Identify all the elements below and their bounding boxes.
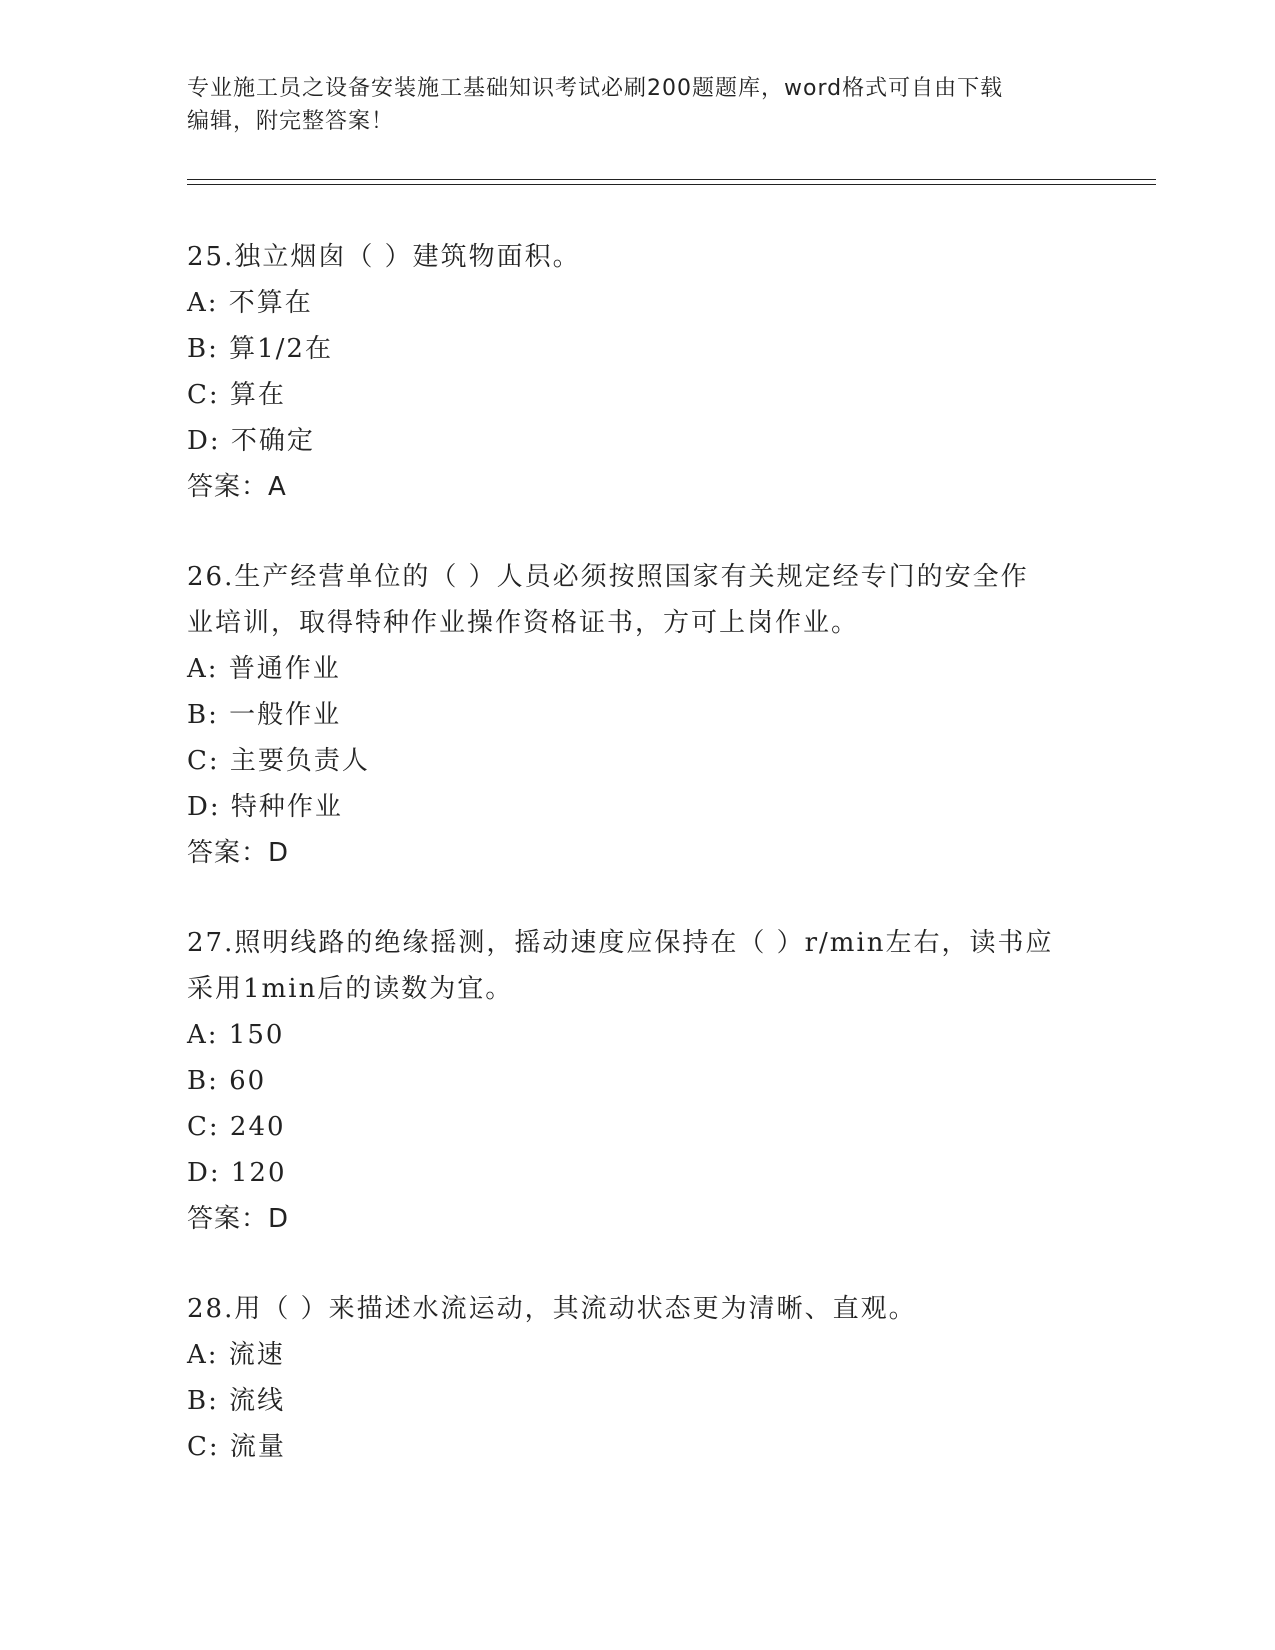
- header-line-1: 专业施工员之设备安装施工基础知识考试必刷200题题库，word格式可自由下载: [187, 76, 1004, 101]
- question-28: [187, 1286, 1087, 1470]
- option-a: A: 不算在: [187, 288, 313, 318]
- option-a: A: 流速: [187, 1340, 285, 1370]
- answer: 答案：A: [187, 472, 287, 502]
- question-text-line-2: 采用1min后的读数为宜。: [187, 974, 514, 1004]
- question-list: [187, 234, 1087, 1514]
- option-a: A: 150: [187, 1020, 285, 1050]
- question-27: [187, 920, 1087, 1242]
- option-b: B: 算1/2在: [187, 334, 333, 364]
- option-b: B: 一般作业: [187, 700, 342, 730]
- question-text-line-1: 26.生产经营单位的（ ）人员必须按照国家有关规定经专门的安全作: [187, 562, 1029, 592]
- option-d: D: 120: [187, 1158, 287, 1188]
- option-c: C: 主要负责人: [187, 746, 370, 776]
- option-d: D: 不确定: [187, 426, 315, 456]
- question-26: [187, 554, 1087, 876]
- answer: 答案：D: [187, 1204, 290, 1234]
- header-line-2: 编辑，附完整答案！: [187, 109, 395, 134]
- question-text-line-1: 27.照明线路的绝缘摇测，摇动速度应保持在（ ）r/min左右，读书应: [187, 928, 1054, 958]
- option-b: B: 60: [187, 1066, 267, 1096]
- header-divider-top: [187, 179, 1156, 180]
- answer: 答案：D: [187, 838, 290, 868]
- question-25: [187, 234, 1087, 510]
- option-c: C: 240: [187, 1112, 286, 1142]
- question-text-line-2: 业培训，取得特种作业操作资格证书，方可上岗作业。: [187, 608, 860, 638]
- header-divider-bottom: [187, 184, 1156, 185]
- question-text: 28.用（ ）来描述水流运动，其流动状态更为清晰、直观。: [187, 1294, 917, 1324]
- option-c: C: 算在: [187, 380, 286, 410]
- option-d: D: 特种作业: [187, 792, 343, 822]
- option-b: B: 流线: [187, 1386, 286, 1416]
- option-a: A: 普通作业: [187, 654, 341, 684]
- option-c: C: 流量: [187, 1432, 286, 1462]
- question-text: 25.独立烟囱（ ）建筑物面积。: [187, 242, 581, 272]
- document-header: [187, 72, 1067, 138]
